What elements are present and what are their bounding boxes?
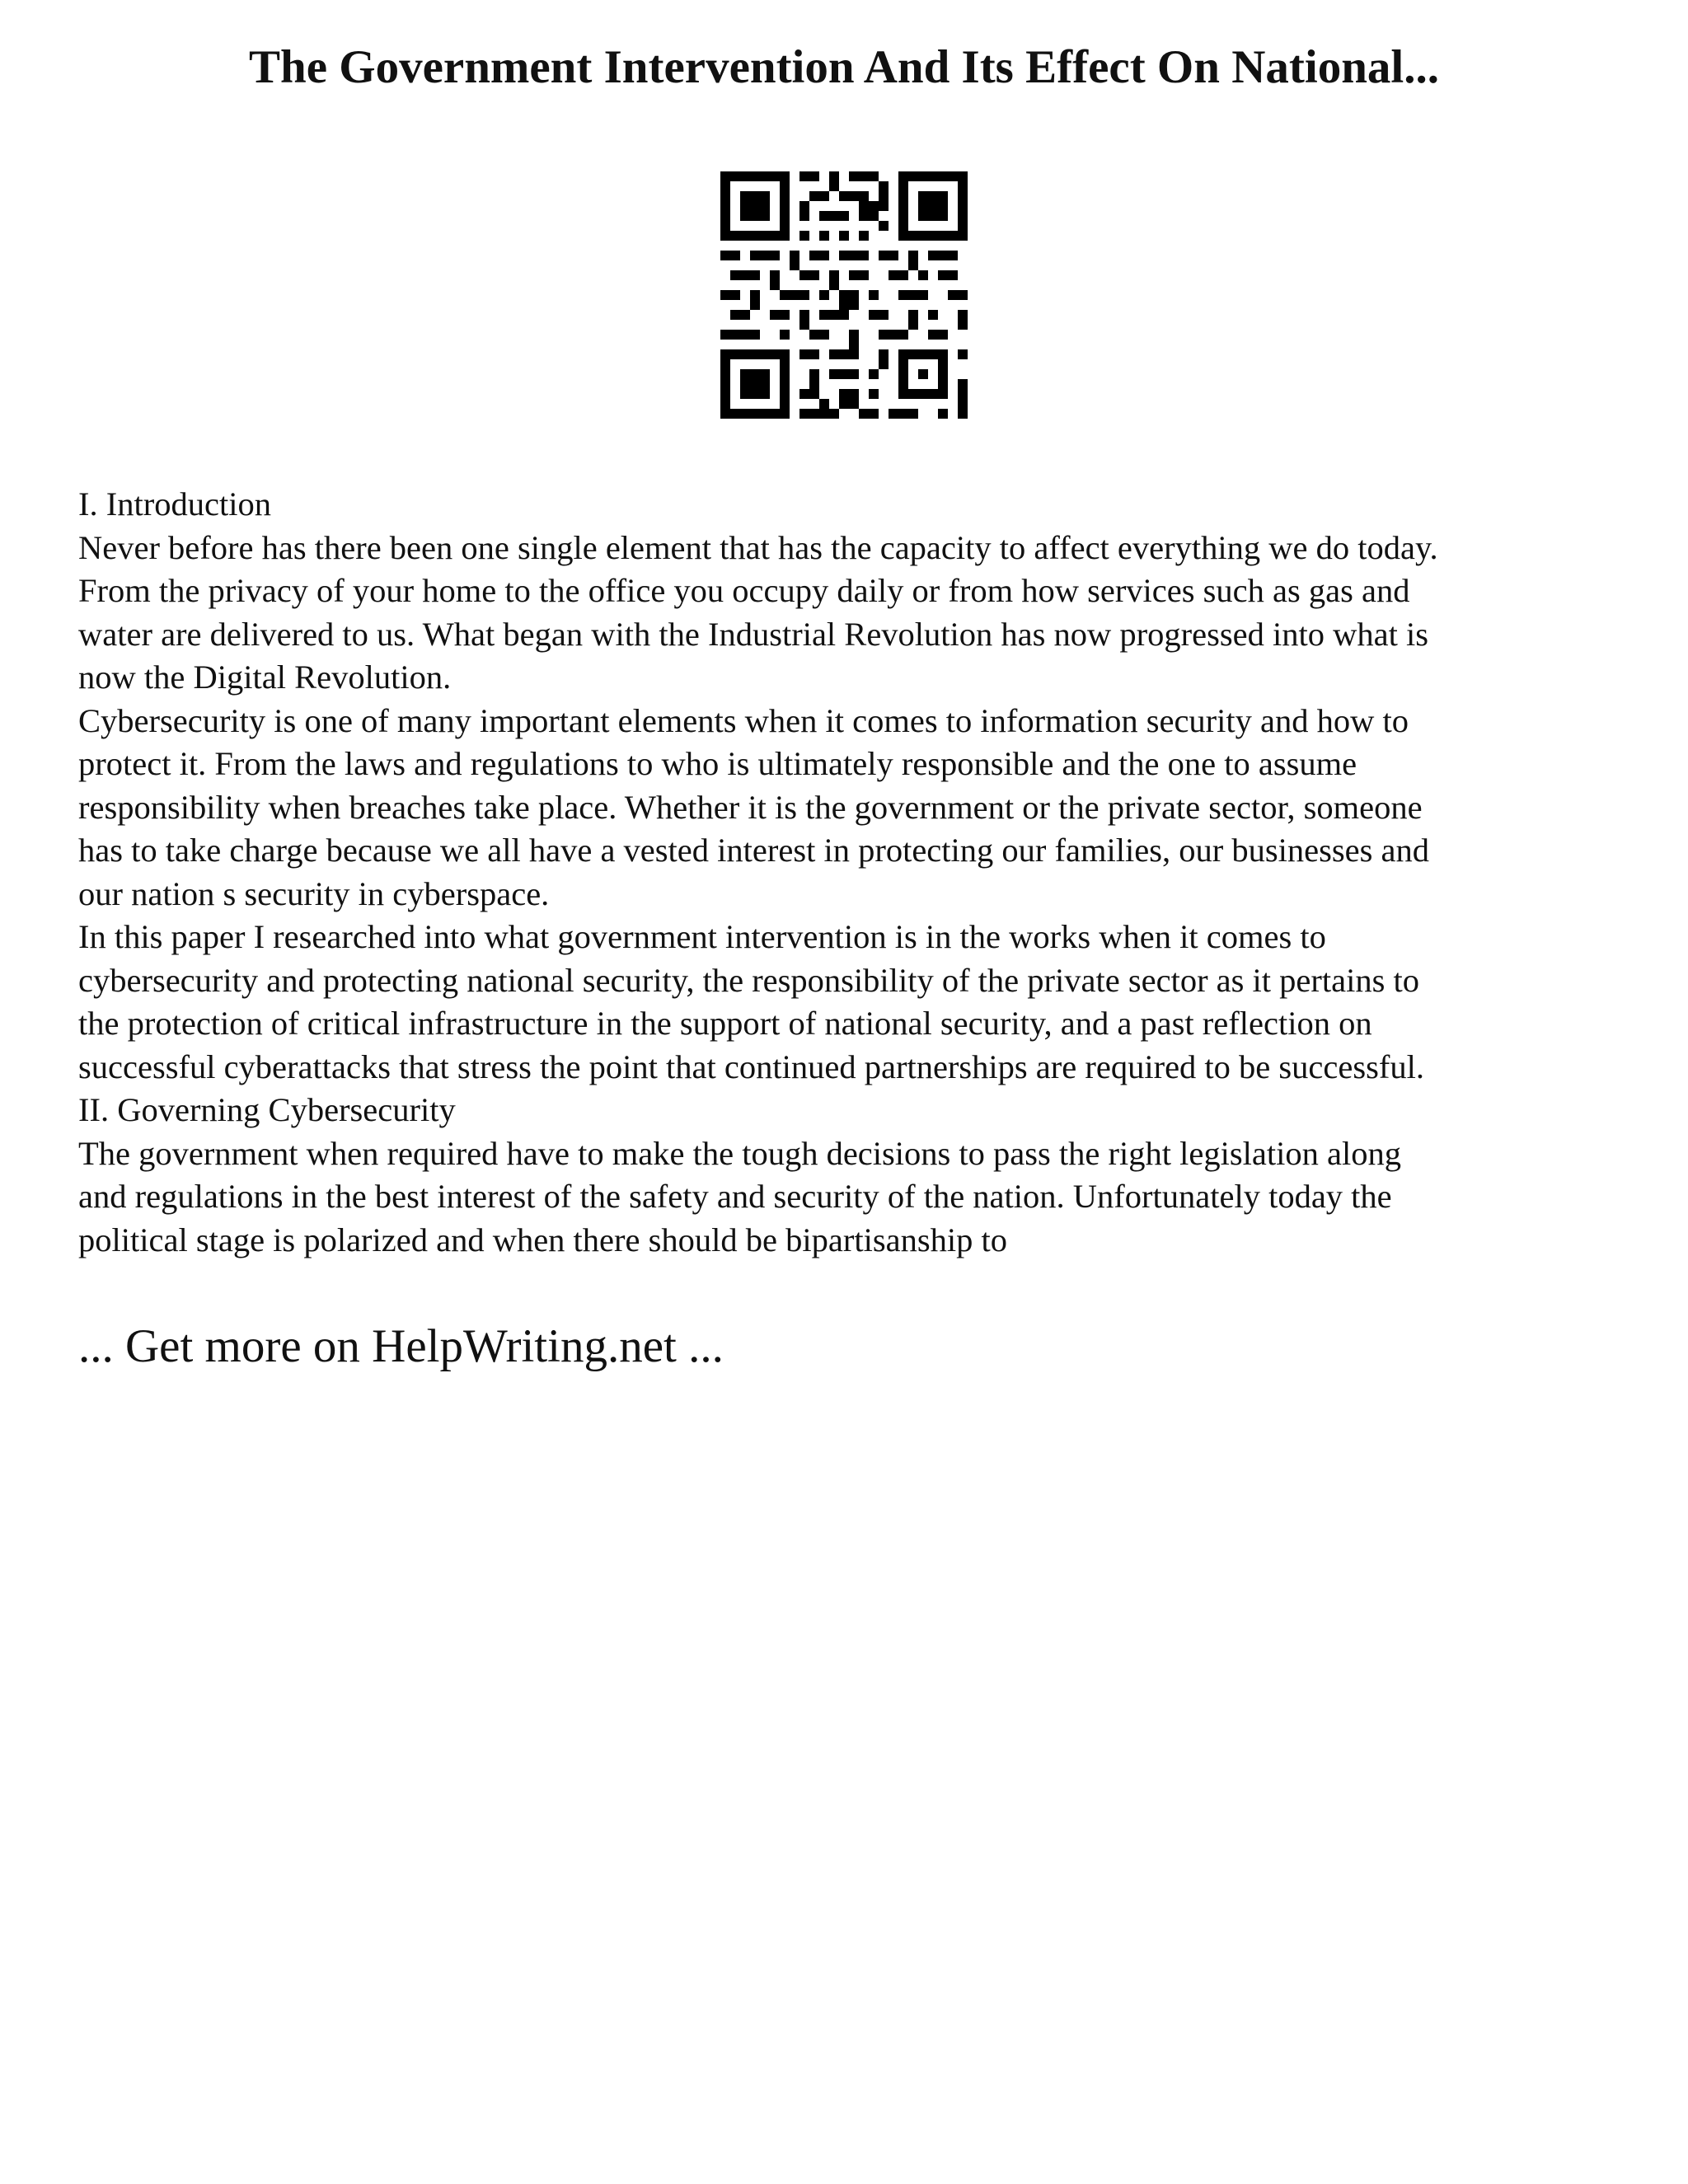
body-text-line: water are delivered to us. What began with the Industrial Revolution has now progressed into what is (78, 615, 1428, 653)
body-text-line: has to take charge because we all have a vested interest in protecting our families, our businesses and (78, 832, 1429, 869)
body-text-line: Never before has there been one single element that has the capacity to affect everything we do today. (78, 528, 1438, 566)
body-text-line: From the privacy of your home to the office you occupy daily or from how services such as gas and (78, 572, 1410, 609)
body-text-line: political stage is polarized and when there should be bipartisanship to (78, 1221, 1007, 1258)
body-text-line: responsibility when breaches take place. Whether it is the government or the private sector, someone (78, 788, 1423, 826)
qr-code-icon (720, 171, 968, 419)
body-text-line: successful cyberattacks that stress the point that continued partnerships are required to be successful. (78, 1047, 1424, 1085)
body-text-line: The government when required have to make the tough decisions to pass the right legislation along (78, 1134, 1401, 1172)
body-text-line: protect it. From the laws and regulations to who is ultimately responsible and the one to assume (78, 745, 1357, 782)
body-text-line: the protection of critical infrastructure in the support of national security, and a past reflection on (78, 1005, 1372, 1042)
body-text-line: In this paper I researched into what government intervention is in the works when it comes to (78, 918, 1326, 955)
document-body (78, 483, 1628, 1262)
body-text-line: Cybersecurity is one of many important elements when it comes to information security and how to (78, 701, 1409, 739)
body-text-line: and regulations in the best interest of the safety and security of the nation. Unfortunately today the (78, 1178, 1392, 1215)
body-text-line: cybersecurity and protecting national security, the responsibility of the private sector as it pertains to (78, 961, 1420, 999)
page-title: The Government Intervention And Its Effect On National... (249, 41, 1439, 93)
body-text-line: II. Governing Cybersecurity (78, 1091, 456, 1128)
body-text-line: our nation s security in cyberspace. (78, 874, 550, 912)
get-more-link-text[interactable]: ... Get more on HelpWriting.net ... (78, 1320, 724, 1372)
body-text-line: now the Digital Revolution. (78, 658, 452, 696)
body-text-line: I. Introduction (78, 485, 271, 523)
